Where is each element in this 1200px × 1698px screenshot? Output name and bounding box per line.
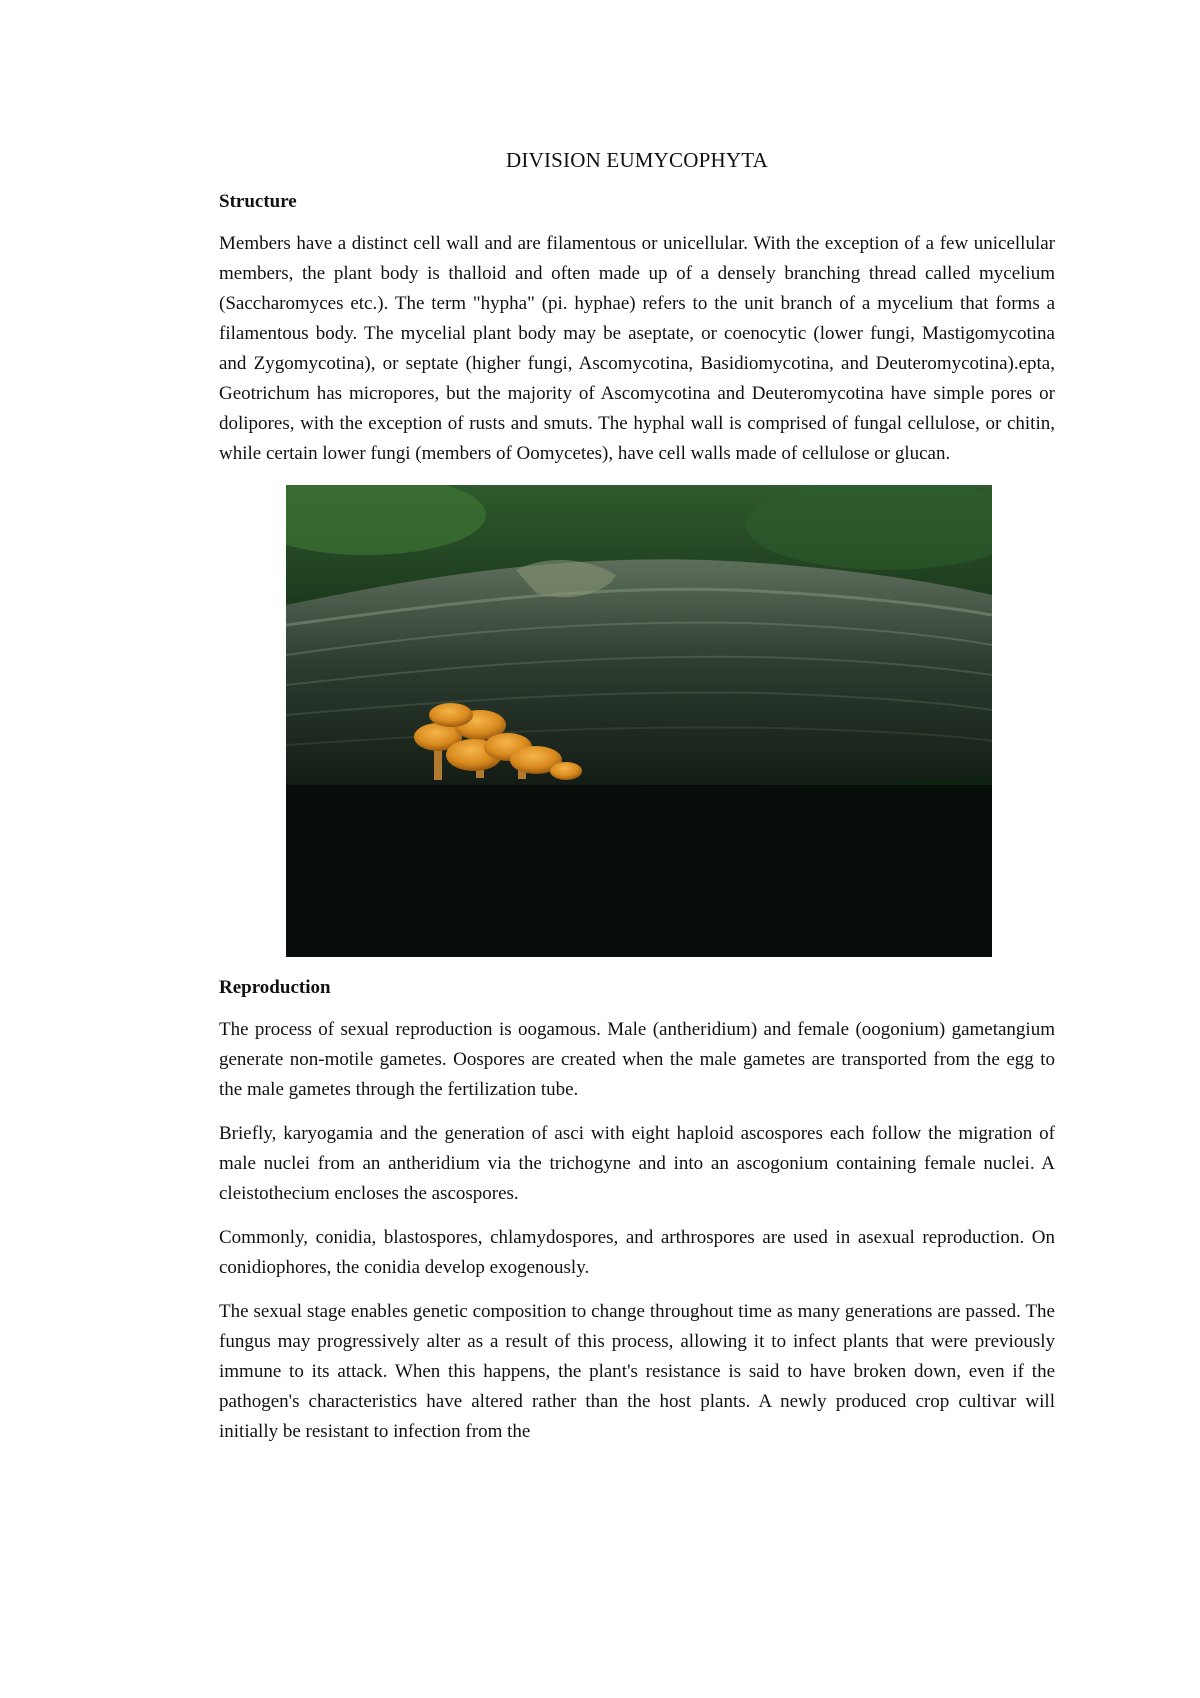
reproduction-paragraph: The sexual stage enables genetic composition to change throughout time as many generations are passed. The fungus may progressively alter as a result of this process, allowing it to infect plants that were previously immune to its attack. When this happens, the plant's resistance is said to have broken down, even if the pathogen's characteristics have altered rather than the host plants. A newly produced crop cultivar will initially be resistant to infection from the (219, 1301, 1055, 1442)
mushroom-photo (286, 485, 992, 957)
structure-heading: Structure (219, 191, 297, 212)
reproduction-paragraph: Briefly, karyogamia and the generation of asci with eight haploid ascospores each follow the migration of male nuclei from an antheridium via the trichogyne and into an ascogonium containing female nuclei. A cleistothecium encloses the ascospores. (219, 1123, 1055, 1204)
reproduction-paragraph: Commonly, conidia, blastospores, chlamydospores, and arthrospores are used in asexual reproduction. On conidiophores, the conidia develop exogenously. (219, 1227, 1055, 1278)
reproduction-heading: Reproduction (219, 977, 331, 998)
document-page (219, 148, 1055, 1461)
structure-paragraph: Members have a distinct cell wall and are filamentous or unicellular. With the exception of a few unicellular members, the plant body is thalloid and often made up of a densely branching thread called mycelium (Saccharomyces etc.). The term "hypha" (pi. hyphae) refers to the unit branch of a mycelium that forms a filamentous body. The mycelial plant body may be aseptate, or coenocytic (lower fungi, Mastigomycotina and Zygomycotina), or septate (higher fungi, Ascomycotina, Basidiomycotina, and Deuteromycotina).epta, Geotrichum has micropores, but the majority of Ascomycotina and Deuteromycotina have simple pores or dolipores, with the exception of rusts and smuts. The hyphal wall is comprised of fungal cellulose, or chitin, while certain lower fungi (members of Oomycetes), have cell walls made of cellulose or glucan. (219, 233, 1055, 464)
document-title: DIVISION EUMYCOPHYTA (506, 148, 768, 172)
reproduction-paragraph: The process of sexual reproduction is oogamous. Male (antheridium) and female (oogonium) gametangium generate non-motile gametes. Oospores are created when the male gametes are transported from the egg to the male gametes through the fertilization tube. (219, 1019, 1055, 1100)
